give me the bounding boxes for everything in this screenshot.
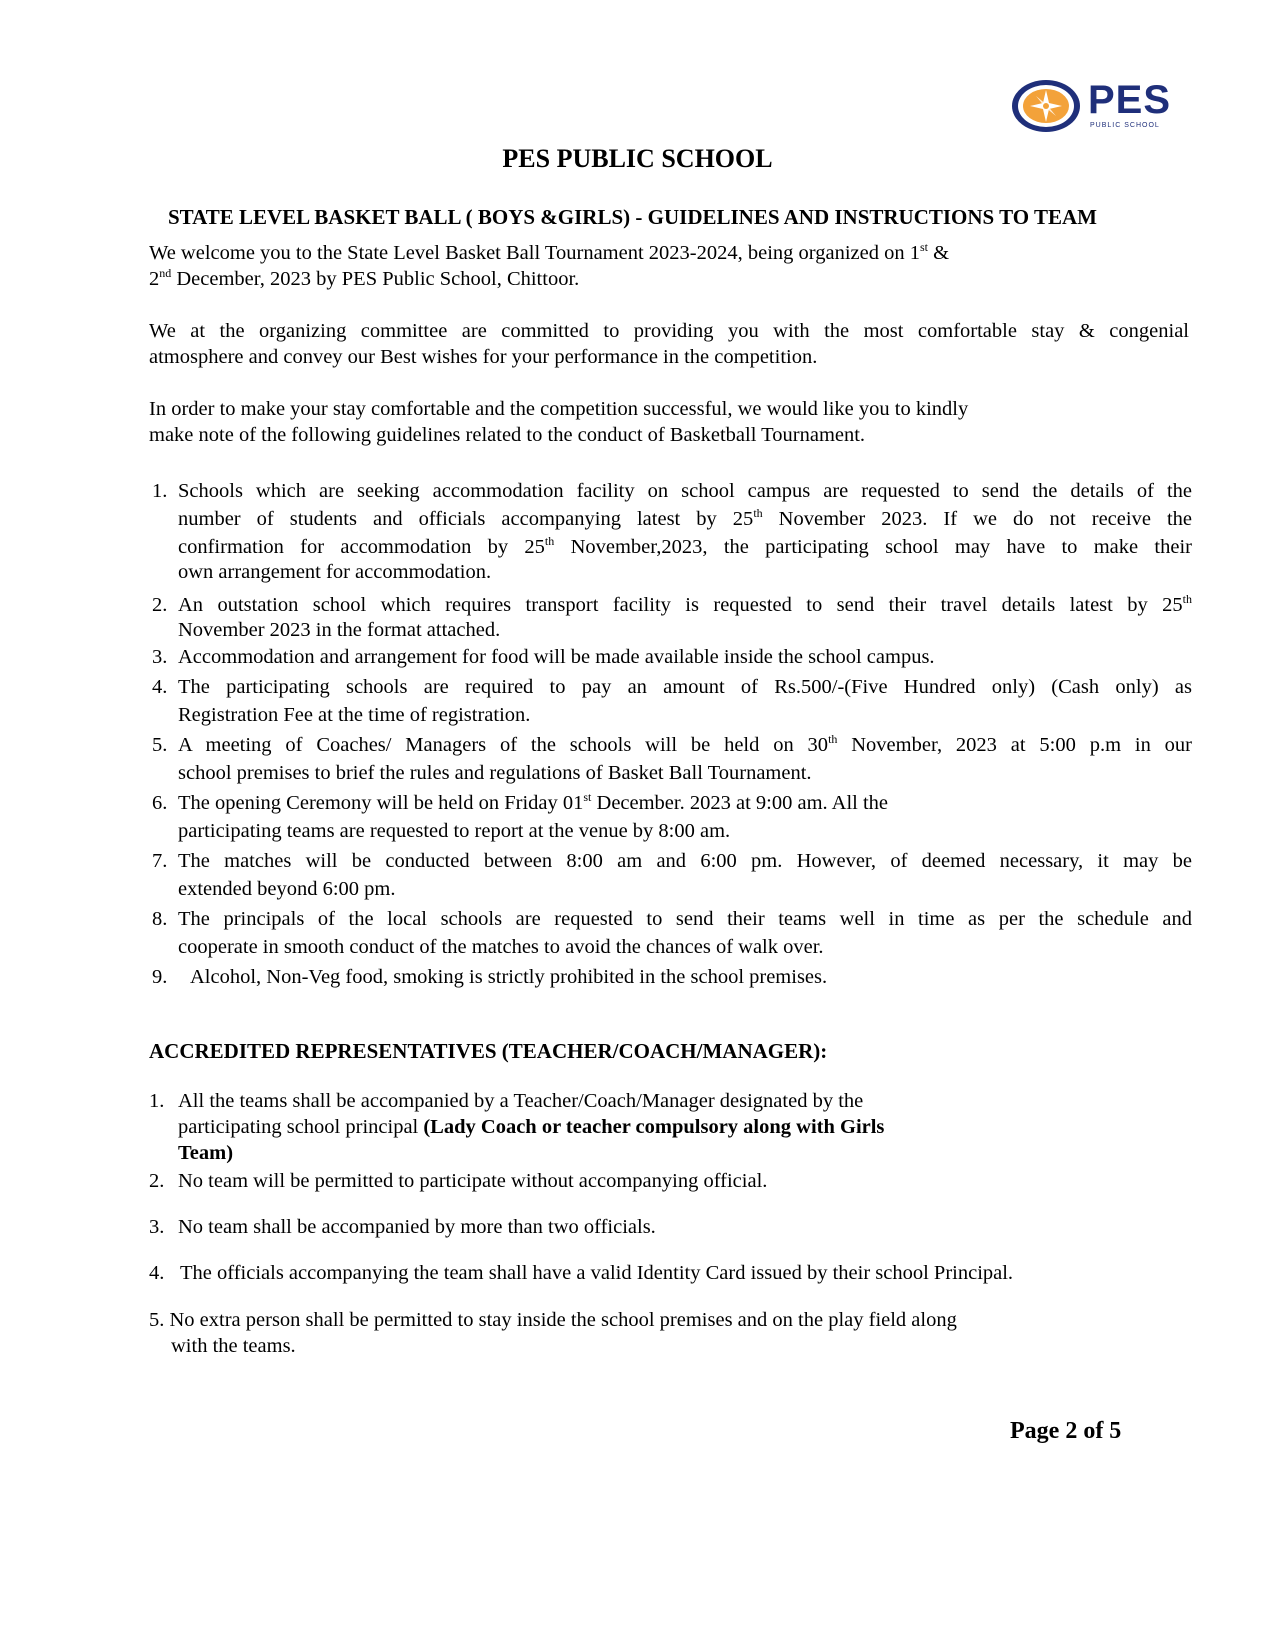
logo-subtext: PUBLIC SCHOOL [1090,122,1160,129]
list-item: 3. Accommodation and arrangement for food will be made available inside the school campus. [152,646,935,668]
page-title: PES PUBLIC SCHOOL [502,144,773,173]
list-item: 3. No team shall be accompanied by more than two officials. [149,1216,656,1238]
list-item: 6. The opening Ceremony will be held on Friday 01st December. 2023 at 9:00 am. All the participating teams are requested to report at the venue by 8:00 am. [152,790,888,842]
list-item: 7. The matches will be conducted between 8:00 am and 6:00 pm. However, of deemed necessary, it may be extended beyond 6:00 pm. [152,850,1192,900]
intro-paragraph-1: We welcome you to the State Level Basket Ball Tournament 2023-2024, being organized on 1st & 2nd December, 2023 by PES Public School, Chittoor. [149,240,950,290]
list-item: 5. No extra person shall be permitted to stay inside the school premises and on the play field along with the teams. [149,1309,957,1357]
list-item: 9. Alcohol, Non-Veg food, smoking is strictly prohibited in the school premises. [152,966,828,988]
list-item: 4. The officials accompanying the team shall have a valid Identity Card issued by their school Principal. [149,1262,1014,1284]
school-logo [1010,78,1190,136]
guidelines-list [152,477,1192,993]
document-subtitle: STATE LEVEL BASKET BALL ( BOYS &GIRLS) - GUIDELINES AND INSTRUCTIONS TO TEAM [168,205,1097,229]
section-heading: ACCREDITED REPRESENTATIVES (TEACHER/COACH/MANAGER): [149,1039,828,1063]
list-item: 2. An outstation school which requires transport facility is requested to send their travel details latest by 25th November 2023 in the format attached. [152,592,1192,641]
page-number: Page 2 of 5 [1010,1418,1122,1444]
list-item: 2. No team will be permitted to participate without accompanying official. [149,1170,768,1192]
list-item: 8. The principals of the local schools are requested to send their teams well in time as per the schedule and cooperate in smooth conduct of the matches to avoid the chances of walk over. [152,908,1192,958]
list-item: 5. A meeting of Coaches/ Managers of the schools will be held on 30th November, 2023 at 5:00 p.m in our school premises to brief the rules and regulations of Basket Ball Tournament. [152,732,1192,784]
intro-paragraph-2: We at the organizing committee are committed to providing you with the most comfortable stay & congenial atmosphere and convey our Best wishes for your performance in the competition. [149,320,1189,368]
list-item: 4. The participating schools are required to pay an amount of Rs.500/-(Five Hundred only) (Cash only) as Registration Fee at the time of registration. [152,676,1192,726]
compass-emblem-icon [1010,78,1082,134]
list-item: 1. All the teams shall be accompanied by a Teacher/Coach/Manager designated by the participating school principal (Lady Coach or teacher compulsory along with Girls Team) [149,1090,885,1164]
list-item: 1. Schools which are seeking accommodation facility on school campus are requested to send the details of the number of students and officials accompanying latest by 25th November 2023. If we do not receive the confirmation for accommodation by 25th November,2023, the participating school may have to make their own arrangement for accommodation. [152,480,1192,583]
logo-wordmark: PES [1088,78,1172,122]
intro-paragraph-3: In order to make your stay comfortable and the competition successful, we would like you to kindly make note of the following guidelines related to the conduct of Basketball Tournament. [149,398,969,446]
